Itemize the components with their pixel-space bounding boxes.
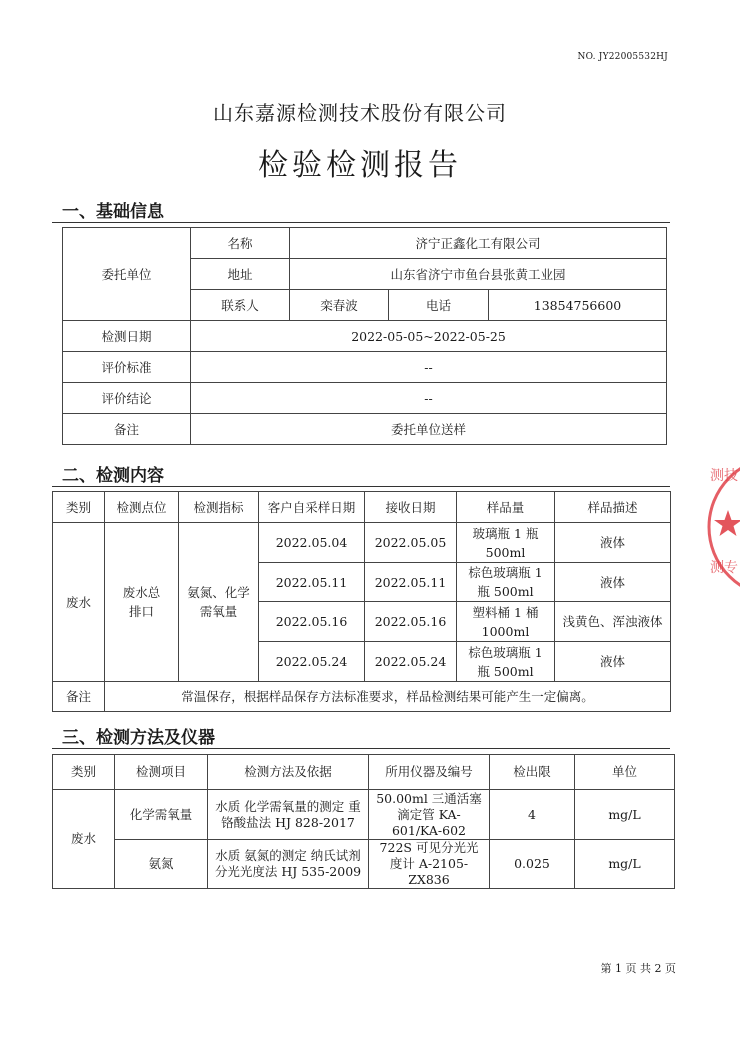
receive-date: 2022.05.11 <box>365 563 457 602</box>
test-item: 氨氮 <box>115 840 208 889</box>
company-name: 山东嘉源检测技术股份有限公司 <box>213 101 507 125</box>
header-item: 检测项目 <box>115 755 208 790</box>
method-table <box>52 754 675 889</box>
remark-value: 委托单位送样 <box>191 414 667 445</box>
sample-description: 液体 <box>555 563 671 602</box>
test-item: 化学需氧量 <box>115 790 208 840</box>
sample-amount: 棕色玻璃瓶 1 瓶 500ml <box>457 642 555 682</box>
header-instrument: 所用仪器及编号 <box>369 755 490 790</box>
date-value: 2022-05-05~2022-05-25 <box>191 321 667 352</box>
detection-limit: 0.025 <box>490 840 575 889</box>
sample-description: 液体 <box>555 523 671 563</box>
basic-info-table <box>62 227 667 445</box>
instrument: 722S 可见分光光度计 A-2105-ZX836 <box>369 840 490 889</box>
test-method: 水质 氨氮的测定 纳氏试剂分光光度法 HJ 535-2009 <box>208 840 369 889</box>
header-indicator: 检测指标 <box>179 492 259 523</box>
standard-value: -- <box>191 352 667 383</box>
remark-label: 备注 <box>63 414 191 445</box>
sample-date: 2022.05.16 <box>259 602 365 642</box>
category-cell: 废水 <box>53 523 105 682</box>
header-category: 类别 <box>53 755 115 790</box>
address-value: 山东省济宁市鱼台县张黄工业园 <box>290 259 667 290</box>
table-row <box>53 840 675 889</box>
section2-rule <box>52 486 670 487</box>
sample-amount: 玻璃瓶 1 瓶 500ml <box>457 523 555 563</box>
header-limit: 检出限 <box>490 755 575 790</box>
point-cell: 废水总排口 <box>105 523 179 682</box>
section1-heading: 一、基础信息 <box>62 202 164 222</box>
standard-label: 评价标准 <box>63 352 191 383</box>
unit: mg/L <box>575 840 675 889</box>
phone-label: 电话 <box>389 290 489 321</box>
section2-heading: 二、检测内容 <box>62 466 164 486</box>
remark-label: 备注 <box>53 682 105 712</box>
test-method: 水质 化学需氧量的测定 重铬酸盐法 HJ 828-2017 <box>208 790 369 840</box>
sample-date: 2022.05.04 <box>259 523 365 563</box>
header-method: 检测方法及依据 <box>208 755 369 790</box>
header-amount: 样品量 <box>457 492 555 523</box>
remark-value: 常温保存，根据样品保存方法标准要求，样品检测结果可能产生一定偏离。 <box>105 682 671 712</box>
sample-amount: 棕色玻璃瓶 1 瓶 500ml <box>457 563 555 602</box>
contact-label: 联系人 <box>191 290 290 321</box>
sample-date: 2022.05.11 <box>259 563 365 602</box>
client-label: 委托单位 <box>63 228 191 321</box>
company-seal-stamp <box>704 452 740 602</box>
name-value: 济宁正鑫化工有限公司 <box>290 228 667 259</box>
receive-date: 2022.05.16 <box>365 602 457 642</box>
table-row <box>53 523 671 563</box>
detection-limit: 4 <box>490 790 575 840</box>
address-label: 地址 <box>191 259 290 290</box>
header-unit: 单位 <box>575 755 675 790</box>
header-description: 样品描述 <box>555 492 671 523</box>
sample-amount: 塑料桶 1 桶 1000ml <box>457 602 555 642</box>
date-label: 检测日期 <box>63 321 191 352</box>
header-sample-date: 客户自采样日期 <box>259 492 365 523</box>
conclusion-value: -- <box>191 383 667 414</box>
report-title: 检验检测报告 <box>258 148 462 183</box>
name-label: 名称 <box>191 228 290 259</box>
category-cell: 废水 <box>53 790 115 889</box>
section3-rule <box>52 748 670 749</box>
instrument: 50.00ml 三通活塞滴定管 KA-601/KA-602 <box>369 790 490 840</box>
sample-description: 液体 <box>555 642 671 682</box>
star-icon <box>714 510 740 536</box>
unit: mg/L <box>575 790 675 840</box>
receive-date: 2022.05.05 <box>365 523 457 563</box>
contact-value: 栾春波 <box>290 290 389 321</box>
header-receive-date: 接收日期 <box>365 492 457 523</box>
table-row <box>53 790 675 840</box>
receive-date: 2022.05.24 <box>365 642 457 682</box>
header-point: 检测点位 <box>105 492 179 523</box>
section1-rule <box>52 222 670 223</box>
seal-text: 测专 <box>710 560 738 576</box>
test-content-table <box>52 491 671 712</box>
seal-text: 测技 <box>710 468 738 484</box>
report-number: NO. JY22005532HJ <box>577 52 668 62</box>
header-category: 类别 <box>53 492 105 523</box>
sample-description: 浅黄色、浑浊液体 <box>555 602 671 642</box>
section3-heading: 三、检测方法及仪器 <box>62 728 215 748</box>
page-number: 第 1 页 共 2 页 <box>600 962 676 975</box>
sample-date: 2022.05.24 <box>259 642 365 682</box>
phone-value: 13854756600 <box>489 290 667 321</box>
indicator-cell: 氨氮、化学需氧量 <box>179 523 259 682</box>
conclusion-label: 评价结论 <box>63 383 191 414</box>
